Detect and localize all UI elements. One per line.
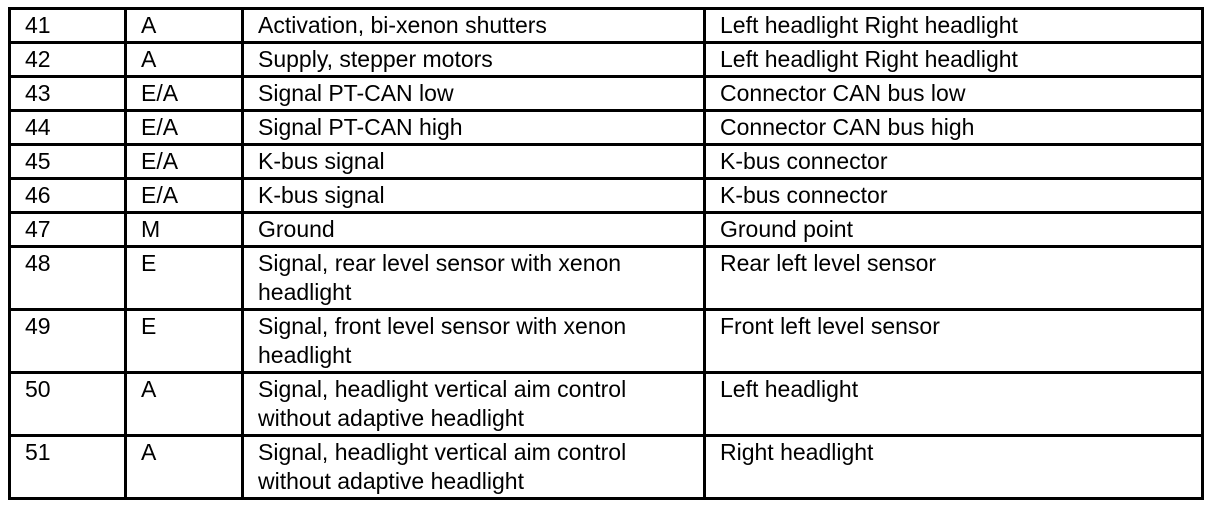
connection-cell: Right headlight	[705, 436, 1203, 499]
description-cell: Activation, bi-xenon shutters	[243, 9, 705, 43]
signal-type-cell: A	[126, 436, 243, 499]
table-row	[10, 436, 1203, 499]
pin-number-cell: 50	[10, 373, 126, 436]
pin-number-cell: 46	[10, 179, 126, 213]
description-cell: K-bus signal	[243, 179, 705, 213]
pin-number-cell: 42	[10, 43, 126, 77]
table-row	[10, 247, 1203, 310]
signal-type-cell: E	[126, 310, 243, 373]
connection-cell: Front left level sensor	[705, 310, 1203, 373]
pin-number-cell: 41	[10, 9, 126, 43]
connection-cell: Left headlight Right headlight	[705, 9, 1203, 43]
description-cell: Supply, stepper motors	[243, 43, 705, 77]
signal-type-cell: E/A	[126, 111, 243, 145]
description-cell: Signal PT-CAN low	[243, 77, 705, 111]
pin-number-cell: 48	[10, 247, 126, 310]
description-cell: Signal, front level sensor with xenon headlight	[243, 310, 705, 373]
table-row	[10, 179, 1203, 213]
description-cell: Ground	[243, 213, 705, 247]
description-cell: K-bus signal	[243, 145, 705, 179]
table-row	[10, 310, 1203, 373]
signal-type-cell: E	[126, 247, 243, 310]
pin-number-cell: 49	[10, 310, 126, 373]
signal-type-cell: E/A	[126, 145, 243, 179]
table-row	[10, 373, 1203, 436]
signal-type-cell: A	[126, 9, 243, 43]
connection-cell: Left headlight	[705, 373, 1203, 436]
pin-number-cell: 44	[10, 111, 126, 145]
pin-assignment-table	[8, 7, 1204, 500]
signal-type-cell: E/A	[126, 179, 243, 213]
table-row	[10, 213, 1203, 247]
signal-type-cell: M	[126, 213, 243, 247]
table-row	[10, 111, 1203, 145]
pin-number-cell: 43	[10, 77, 126, 111]
table-row	[10, 145, 1203, 179]
signal-type-cell: E/A	[126, 77, 243, 111]
table-row	[10, 77, 1203, 111]
table-row	[10, 9, 1203, 43]
signal-type-cell: A	[126, 43, 243, 77]
description-cell: Signal, rear level sensor with xenon headlight	[243, 247, 705, 310]
table-row	[10, 43, 1203, 77]
pin-number-cell: 51	[10, 436, 126, 499]
description-cell: Signal, headlight vertical aim control without adaptive headlight	[243, 373, 705, 436]
connection-cell: Rear left level sensor	[705, 247, 1203, 310]
description-cell: Signal, headlight vertical aim control without adaptive headlight	[243, 436, 705, 499]
connection-cell: K-bus connector	[705, 179, 1203, 213]
description-cell: Signal PT-CAN high	[243, 111, 705, 145]
signal-type-cell: A	[126, 373, 243, 436]
connection-cell: K-bus connector	[705, 145, 1203, 179]
pin-number-cell: 47	[10, 213, 126, 247]
connection-cell: Left headlight Right headlight	[705, 43, 1203, 77]
connection-cell: Connector CAN bus low	[705, 77, 1203, 111]
pin-number-cell: 45	[10, 145, 126, 179]
connection-cell: Ground point	[705, 213, 1203, 247]
connection-cell: Connector CAN bus high	[705, 111, 1203, 145]
